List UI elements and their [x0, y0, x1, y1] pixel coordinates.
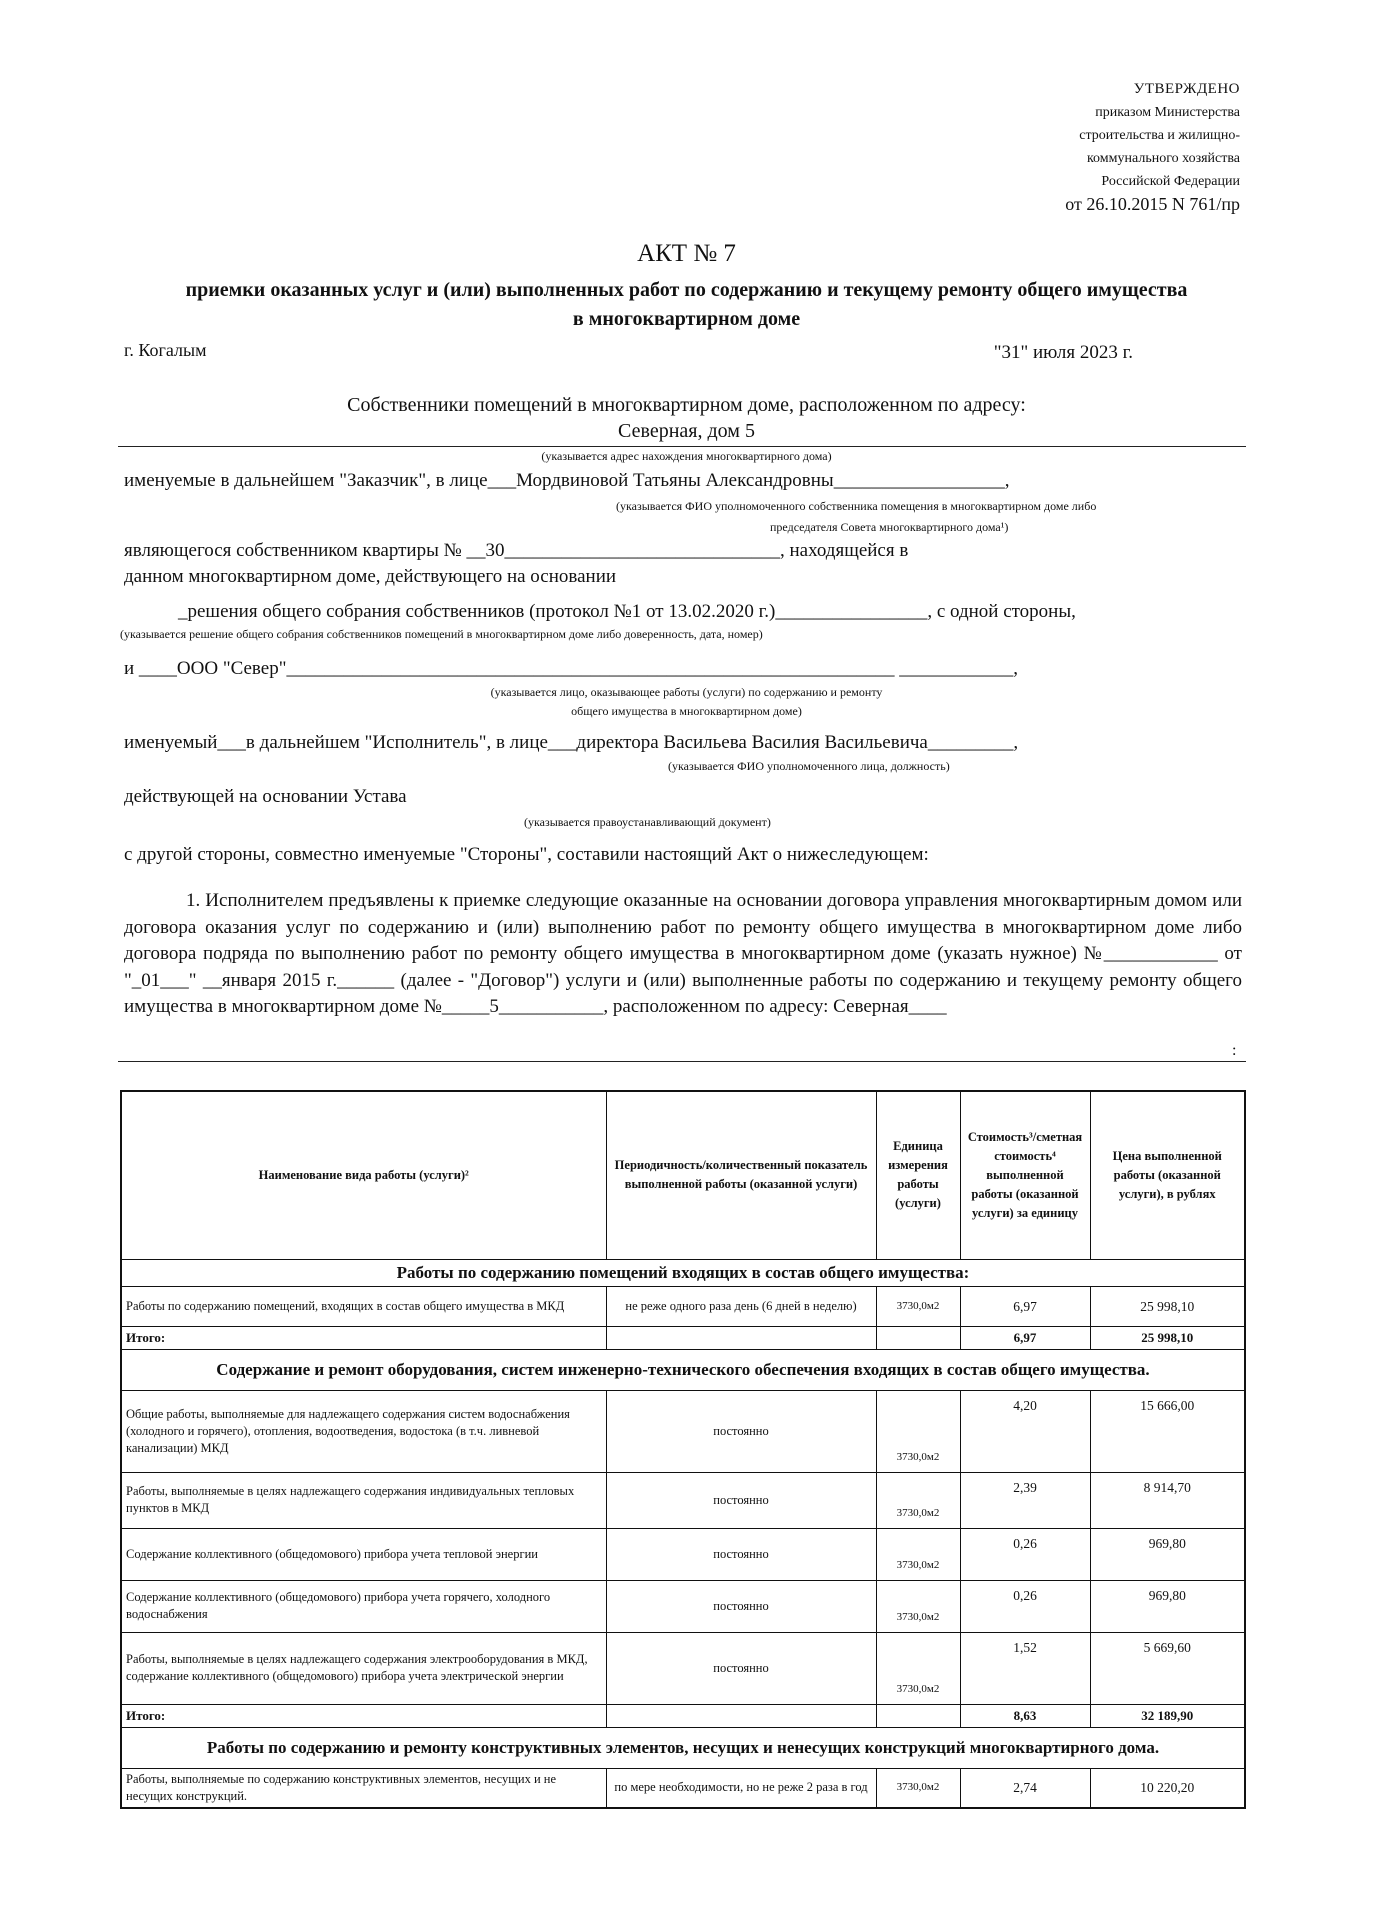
row-periodicity: по мере необходимости, но не реже 2 раза в год — [606, 1768, 876, 1808]
section-2-title: Содержание и ремонт оборудования, систем инженерно-технического обеспечения входящих в состав общего имущества. — [121, 1349, 1245, 1390]
row-unit: 3730,0м2 — [876, 1528, 960, 1580]
table-row — [121, 1632, 1245, 1704]
row-periodicity: постоянно — [606, 1632, 876, 1704]
customer-name: Мордвиновой Татьяны Александровны — [516, 470, 834, 491]
header-periodicity: Периодичность/количественный показатель выполненной работы (оказанной услуги) — [606, 1091, 876, 1259]
apartment-number: 30 — [485, 540, 505, 561]
table-row — [121, 1390, 1245, 1472]
act-city: г. Когалым — [124, 340, 207, 360]
row-name: Содержание коллективного (общедомового) прибора учета горячего, холодного водоснабжения — [121, 1580, 606, 1632]
row-periodicity: постоянно — [606, 1472, 876, 1528]
row-price: 10 220,20 — [1090, 1768, 1245, 1808]
clause-1-text: 1. Исполнителем предъявлены к приемке следующие оказанные на основании договора управления многоквартирным домом или договора оказания услуг по содержанию и (или) выполнению работ по ремонту общего имущества в многоквартирном доме либо договора подряда по выполнению работ по ремонту общего имущества в многоквартирном доме (указать нужное) №____________ от "_01___" __января 2015 г.______ (далее - "Договор") услуги и (или) выполненные работы по содержанию и текущему ремонту общего имущества в многоквартирном доме №_____5___________, расположенном по адресу: Северная____ — [124, 890, 1242, 1017]
contractor-name: ООО "Север" — [176, 658, 287, 679]
approval-line: Российской Федерации — [1101, 174, 1240, 189]
table-row — [121, 1528, 1245, 1580]
row-name: Содержание коллективного (общедомового) прибора учета тепловой энергии — [121, 1528, 606, 1580]
total-price: 32 189,90 — [1090, 1704, 1245, 1727]
act-number: АКТ № 7 — [637, 240, 736, 267]
total-empty — [606, 1326, 876, 1349]
contractor-note: общего имущества в многоквартирном доме) — [571, 704, 802, 718]
closing-line: с другой стороны, совместно именуемые "Стороны", составили настоящий Акт о нижеследующем: — [124, 844, 929, 865]
address-note: (указывается адрес нахождения многоквартирного дома) — [541, 449, 832, 463]
section-3-row — [121, 1727, 1245, 1768]
section-1-row — [121, 1259, 1245, 1286]
clause-1 — [124, 888, 1242, 1021]
act-title-line: приемки оказанных услуг и (или) выполненных работ по содержанию и текущему ремонту общего имущества — [185, 279, 1188, 301]
row-cost: 2,39 — [960, 1472, 1090, 1528]
row-unit: 3730,0м2 — [876, 1768, 960, 1808]
row-cost: 0,26 — [960, 1580, 1090, 1632]
apartment-line — [124, 540, 908, 562]
charter-line: действующей на основании Устава — [124, 786, 407, 807]
apartment-suffix: _____________________________, находящейся в — [504, 540, 909, 561]
customer-note: (указывается ФИО уполномоченного собственника помещения в многоквартирном доме либо — [616, 499, 1097, 513]
header-name: Наименование вида работы (услуги)² — [121, 1091, 606, 1259]
row-name: Работы, выполняемые в целях надлежащего содержания электрооборудования в МКД, содержание коллективного (общедомового) прибора учета электрической энергии — [121, 1632, 606, 1704]
row-name: Общие работы, выполняемые для надлежащего содержания систем водоснабжения (холодного и горячего), отопления, водоотведения, водостока (в т.ч. ливневой канализации) МКД — [121, 1390, 606, 1472]
act-title — [120, 276, 1253, 334]
row-cost: 1,52 — [960, 1632, 1090, 1704]
row-periodicity: постоянно — [606, 1580, 876, 1632]
address-underline — [118, 446, 1246, 447]
row-price: 969,80 — [1090, 1528, 1245, 1580]
section-2-row — [121, 1349, 1245, 1390]
customer-suffix: __________________, — [833, 470, 1010, 491]
decision-text: _решения общего собрания собственников (протокол №1 от 13.02.2020 г.) — [178, 601, 776, 622]
act-title-line: в многоквартирном доме — [572, 308, 801, 330]
row-price: 5 669,60 — [1090, 1632, 1245, 1704]
row-price: 969,80 — [1090, 1580, 1245, 1632]
header-price: Цена выполненной работы (оказанной услуги), в рублях — [1090, 1091, 1245, 1259]
table-row — [121, 1580, 1245, 1632]
customer-prefix: именуемые в дальнейшем "Заказчик", в лице___ — [124, 470, 517, 491]
approval-line: строительства и жилищно- — [1079, 128, 1240, 143]
works-table — [120, 1090, 1246, 1809]
total-row — [121, 1704, 1245, 1727]
approval-stamp — [1065, 78, 1240, 216]
row-cost: 6,97 — [960, 1286, 1090, 1326]
header-unit: Единица измерения работы (услуги) — [876, 1091, 960, 1259]
total-label: Итого: — [121, 1326, 606, 1349]
total-empty — [876, 1704, 960, 1727]
total-row — [121, 1326, 1245, 1349]
row-cost: 2,74 — [960, 1768, 1090, 1808]
row-name: Работы, выполняемые в целях надлежащего содержания индивидуальных тепловых пунктов в МКД — [121, 1472, 606, 1528]
decision-note: (указывается решение общего собрания собственников помещений в многоквартирном доме либо доверенность, дата, номер) — [120, 627, 763, 641]
clause-colon: : — [1232, 1042, 1237, 1059]
apartment-prefix: являющегося собственником квартиры № __ — [124, 540, 486, 561]
row-unit: 3730,0м2 — [876, 1472, 960, 1528]
decision-line — [178, 601, 1076, 623]
table-row — [121, 1472, 1245, 1528]
charter-note: (указывается правоустанавливающий документ) — [524, 815, 771, 829]
executor-line: именуемый___в дальнейшем "Исполнитель", в лице___директора Васильева Василия Васильевича_________, — [124, 732, 1019, 753]
total-empty — [876, 1326, 960, 1349]
total-cost: 6,97 — [960, 1326, 1090, 1349]
section-3-title: Работы по содержанию и ремонту конструктивных элементов, несущих и ненесущих конструкций многоквартирного дома. — [121, 1727, 1245, 1768]
approval-heading: УТВЕРЖДЕНО — [1133, 81, 1240, 97]
total-cost: 8,63 — [960, 1704, 1090, 1727]
total-label: Итого: — [121, 1704, 606, 1727]
table-row — [121, 1286, 1245, 1326]
row-cost: 4,20 — [960, 1390, 1090, 1472]
row-price: 15 666,00 — [1090, 1390, 1245, 1472]
row-price: 25 998,10 — [1090, 1286, 1245, 1326]
basis-line: данном многоквартирном доме, действующего на основании — [124, 566, 617, 587]
contractor-note: (указывается лицо, оказывающее работы (услуги) по содержанию и ремонту — [490, 685, 883, 699]
decision-suffix: ________________, с одной стороны, — [775, 601, 1076, 622]
customer-line — [124, 470, 1009, 492]
approval-order-date: от 26.10.2015 N 761/пр — [1065, 194, 1240, 214]
contractor-line — [124, 658, 1018, 680]
row-periodicity: постоянно — [606, 1528, 876, 1580]
total-empty — [606, 1704, 876, 1727]
row-unit: 3730,0м2 — [876, 1632, 960, 1704]
executor-note: (указывается ФИО уполномоченного лица, должность) — [668, 759, 950, 773]
section-1-title: Работы по содержанию помещений входящих в состав общего имущества: — [121, 1259, 1245, 1286]
row-unit: 3730,0м2 — [876, 1286, 960, 1326]
row-name: Работы по содержанию помещений, входящих в состав общего имущества в МКД — [121, 1286, 606, 1326]
row-cost: 0,26 — [960, 1528, 1090, 1580]
clause-address-underline — [118, 1061, 1246, 1062]
row-name: Работы, выполняемые по содержанию конструктивных элементов, несущих и не несущих конструкций. — [121, 1768, 606, 1808]
customer-note: председателя Совета многоквартирного дома¹) — [770, 520, 1009, 534]
owners-line: Собственники помещений в многоквартирном доме, расположенном по адресу: — [347, 394, 1026, 416]
row-periodicity: постоянно — [606, 1390, 876, 1472]
header-cost: Стоимость³/сметная стоимость⁴ выполненной работы (оказанной услуги) за единицу — [960, 1091, 1090, 1259]
row-unit: 3730,0м2 — [876, 1390, 960, 1472]
row-periodicity: не реже одного раза день (6 дней в неделю) — [606, 1286, 876, 1326]
row-price: 8 914,70 — [1090, 1472, 1245, 1528]
table-header-row — [121, 1091, 1245, 1259]
approval-line: коммунального хозяйства — [1086, 151, 1240, 166]
contractor-prefix: и ____ — [124, 658, 177, 679]
row-unit: 3730,0м2 — [876, 1580, 960, 1632]
total-price: 25 998,10 — [1090, 1326, 1245, 1349]
approval-line: приказом Министерства — [1095, 105, 1240, 120]
act-date: "31" июля 2023 г. — [993, 342, 1133, 363]
table-row — [121, 1768, 1245, 1808]
contractor-suffix: ________________________________________________________________ ____________, — [286, 658, 1018, 679]
property-address: Северная, дом 5 — [618, 420, 755, 442]
